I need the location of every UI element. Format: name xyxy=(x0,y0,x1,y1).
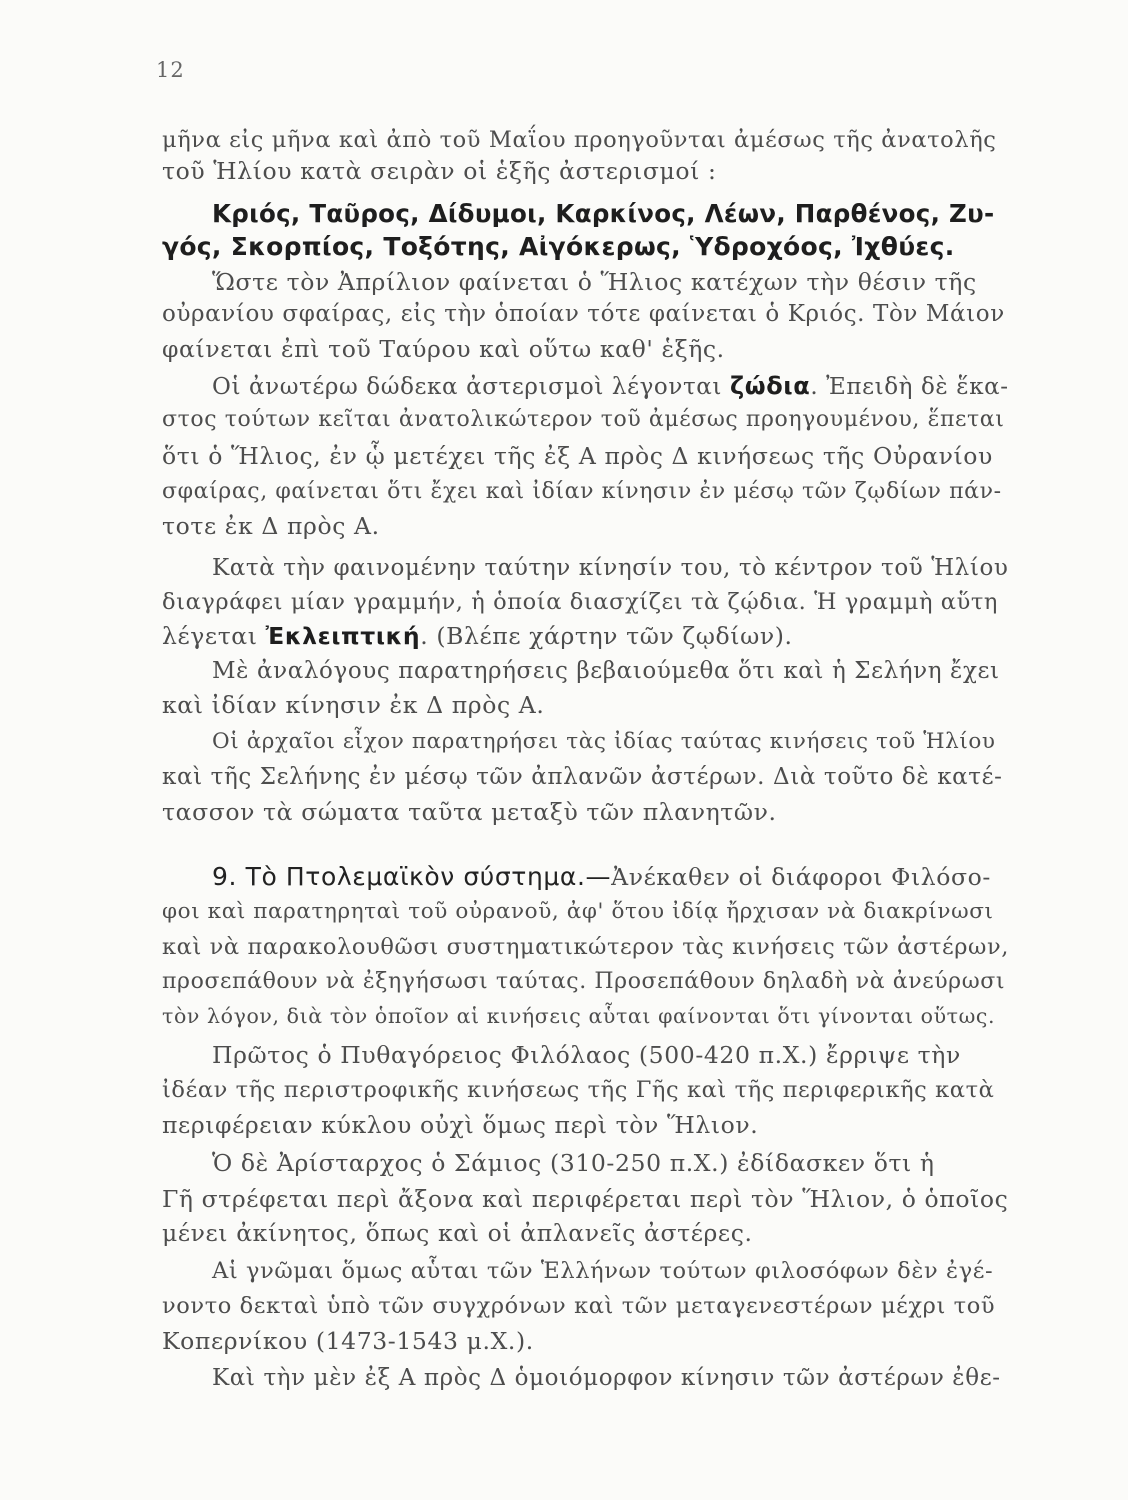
text-line xyxy=(212,553,1008,583)
text-line xyxy=(162,1218,1008,1248)
zodiac-list-line xyxy=(162,232,1008,262)
text-run: Καὶ τὴν μὲν ἐξ Α πρὸς Δ ὁμοιόμορφον κίνησιν τῶν ἀστέρων ἐθε- xyxy=(212,1365,1001,1391)
text-run: . Ἐπειδὴ δὲ ἕκα- xyxy=(810,374,1009,400)
text-line xyxy=(162,621,1008,651)
text-run: . (Βλέπε χάρτην τῶν ζῳδίων). xyxy=(420,622,793,650)
text-run: προσεπάθουν νὰ ἐξηγήσωσι ταύτας. Προσεπάθουν δηλαδὴ νὰ ἀνεύρωσι xyxy=(162,969,1006,994)
text-line xyxy=(162,1184,1008,1214)
text-run: στος τούτων κεῖται ἀνατολικώτερον τοῦ ἀμέσως προηγουμένου, ἕπεται xyxy=(162,407,1005,432)
text-run: Ὥστε τὸν Ἀπρίλιον φαίνεται ὁ Ἥλιος κατέχων τὴν θέσιν τῆς xyxy=(212,268,977,296)
text-run: οὐρανίου σφαίρας, εἰς τὴν ὁποίαν τότε φαίνεται ὁ Κριός. Τὸν Μάιον xyxy=(162,301,1005,327)
text-line xyxy=(162,511,1008,541)
text-line xyxy=(162,441,1008,471)
text-line xyxy=(162,587,1008,617)
text-line xyxy=(162,156,1008,186)
text-run: Μὲ ἀναλόγους παρατηρήσεις βεβαιούμεθα ὅτι καὶ ἡ Σελήνη ἔχει xyxy=(212,658,1000,684)
text-run: τασσον τὰ σώματα ταῦτα μεταξὺ τῶν πλανητῶν. xyxy=(162,798,777,826)
text-line xyxy=(212,1256,1008,1286)
page-number: 12 xyxy=(156,58,185,82)
text-run: Ἀνέκαθεν οἱ διάφοροι Φιλόσο- xyxy=(611,863,991,891)
text-run: Οἱ ἀνωτέρω δώδεκα ἀστερισμοὶ λέγονται xyxy=(212,374,730,400)
text-line xyxy=(162,1001,1008,1031)
zodiac-list-line xyxy=(212,199,1008,229)
text-run: μένει ἀκίνητος, ὅπως καὶ οἱ ἀπλανεῖς ἀστέρες. xyxy=(162,1219,753,1247)
text-line xyxy=(162,967,1008,997)
text-line xyxy=(212,727,1008,757)
text-line xyxy=(162,299,1008,329)
text-line xyxy=(212,1040,1008,1070)
text-line xyxy=(162,897,1008,927)
term-ekleiptiki: Ἐκλειπτική xyxy=(265,622,421,650)
text-run: Γῆ στρέφεται περὶ ἄξονα καὶ περιφέρεται περὶ τὸν Ἥλιον, ὁ ὁποῖος xyxy=(162,1185,1009,1213)
text-line xyxy=(162,334,1008,364)
text-line xyxy=(162,125,1008,155)
text-run: καὶ ἰδίαν κίνησιν ἐκ Δ πρὸς Α. xyxy=(162,691,545,719)
text-run: καὶ νὰ παρακολουθῶσι συστηματικώτερον τὰς κινήσεις τῶν ἀστέρων, xyxy=(162,934,1010,960)
text-run: ἰδέαν τῆς περιστροφικῆς κινήσεως τῆς Γῆς καὶ τῆς περιφερικῆς κατὰ xyxy=(162,1077,995,1103)
text-run: γός, Σκορπίος, Τοξότης, Αἰγόκερως, Ὑδροχόος, Ἰχθύες. xyxy=(162,232,955,261)
text-line xyxy=(212,1363,1008,1393)
text-run: Οἱ ἀρχαῖοι εἶχον παρατηρήσει τὰς ἰδίας ταύτας κινήσεις τοῦ Ἡλίου xyxy=(212,729,996,754)
text-run: Ὁ δὲ Ἀρίσταρχος ὁ Σάμιος (310-250 π.Χ.) ἐδίδασκεν ὅτι ἡ xyxy=(212,1149,935,1177)
text-run: Κατὰ τὴν φαινομένην ταύτην κίνησίν του, τὸ κέντρον τοῦ Ἡλίου xyxy=(212,555,1009,581)
text-run: σφαίρας, φαίνεται ὅτι ἔχει καὶ ἰδίαν κίνησιν ἐν μέσῳ τῶν ζῳδίων πάν- xyxy=(162,479,1002,504)
term-zodia: ζώδια xyxy=(729,372,811,400)
text-run: περιφέρειαν κύκλου οὐχὶ ὅμως περὶ τὸν Ἥλιον. xyxy=(162,1111,759,1139)
section-9-heading-line xyxy=(212,862,1008,892)
text-run: Κριός, Ταῦρος, Δίδυμοι, Καρκίνος, Λέων, Παρθένος, Ζυ- xyxy=(212,199,995,228)
text-run: τὸν λόγον, διὰ τὸν ὁποῖον αἱ κινήσεις αὗται φαίνονται ὅτι γίνονται οὕτως. xyxy=(162,1004,996,1028)
text-run: Πρῶτος ὁ Πυθαγόρειος Φιλόλαος (500-420 π.Χ.) ἔρριψε τὴν xyxy=(212,1041,961,1069)
text-line xyxy=(162,690,1008,720)
text-line xyxy=(162,1110,1008,1140)
text-run: λέγεται xyxy=(162,622,266,650)
text-run: νοντο δεκταὶ ὑπὸ τῶν συγχρόνων καὶ τῶν μεταγενεστέρων μέχρι τοῦ xyxy=(162,1293,996,1319)
text-run: καὶ τῆς Σελήνης ἐν μέσῳ τῶν ἀπλανῶν ἀστέρων. Διὰ τοῦτο δὲ κατέ- xyxy=(162,764,1003,790)
text-run: φαίνεται ἐπὶ τοῦ Ταύρου καὶ οὕτω καθ' ἑξῆς. xyxy=(162,335,725,363)
text-line xyxy=(162,797,1008,827)
text-line xyxy=(162,1075,1008,1105)
text-run: τοῦ Ἡλίου κατὰ σειρὰν οἱ ἑξῆς ἀστερισμοί : xyxy=(162,157,717,185)
text-run: φοι καὶ παρατηρηταὶ τοῦ οὐρανοῦ, ἀφ' ὅτου ἰδίᾳ ἤρχισαν νὰ διακρίνωσι xyxy=(162,899,994,924)
text-line xyxy=(162,1326,1008,1356)
text-line xyxy=(162,405,1008,435)
text-line xyxy=(212,656,1008,686)
text-line xyxy=(162,1291,1008,1321)
text-line xyxy=(212,1148,1008,1178)
text-run: τοτε ἐκ Δ πρὸς Α. xyxy=(162,512,380,540)
text-run: Αἱ γνῶμαι ὅμως αὗται τῶν Ἑλλήνων τούτων φιλοσόφων δὲν ἐγέ- xyxy=(212,1258,994,1284)
text-run: διαγράφει μίαν γραμμήν, ἡ ὁποία διασχίζει τὰ ζῴδια. Ἡ γραμμὴ αὕτη xyxy=(162,589,998,615)
text-line xyxy=(162,932,1008,962)
text-line xyxy=(162,762,1008,792)
section-heading: 9. Τὸ Πτολεμαϊκὸν σύστημα.— xyxy=(212,862,612,891)
text-line xyxy=(212,371,1008,401)
text-line xyxy=(212,267,1008,297)
text-run: μῆνα εἰς μῆνα καὶ ἀπὸ τοῦ Μαΐου προηγοῦνται ἀμέσως τῆς ἀνατολῆς xyxy=(162,127,997,153)
text-run: ὅτι ὁ Ἥλιος, ἐν ᾧ μετέχει τῆς ἐξ Α πρὸς Δ κινήσεως τῆς Οὐρανίου xyxy=(162,442,993,470)
text-line xyxy=(162,477,1008,507)
text-run: Κοπερνίκου (1473-1543 μ.Χ.). xyxy=(162,1327,534,1355)
